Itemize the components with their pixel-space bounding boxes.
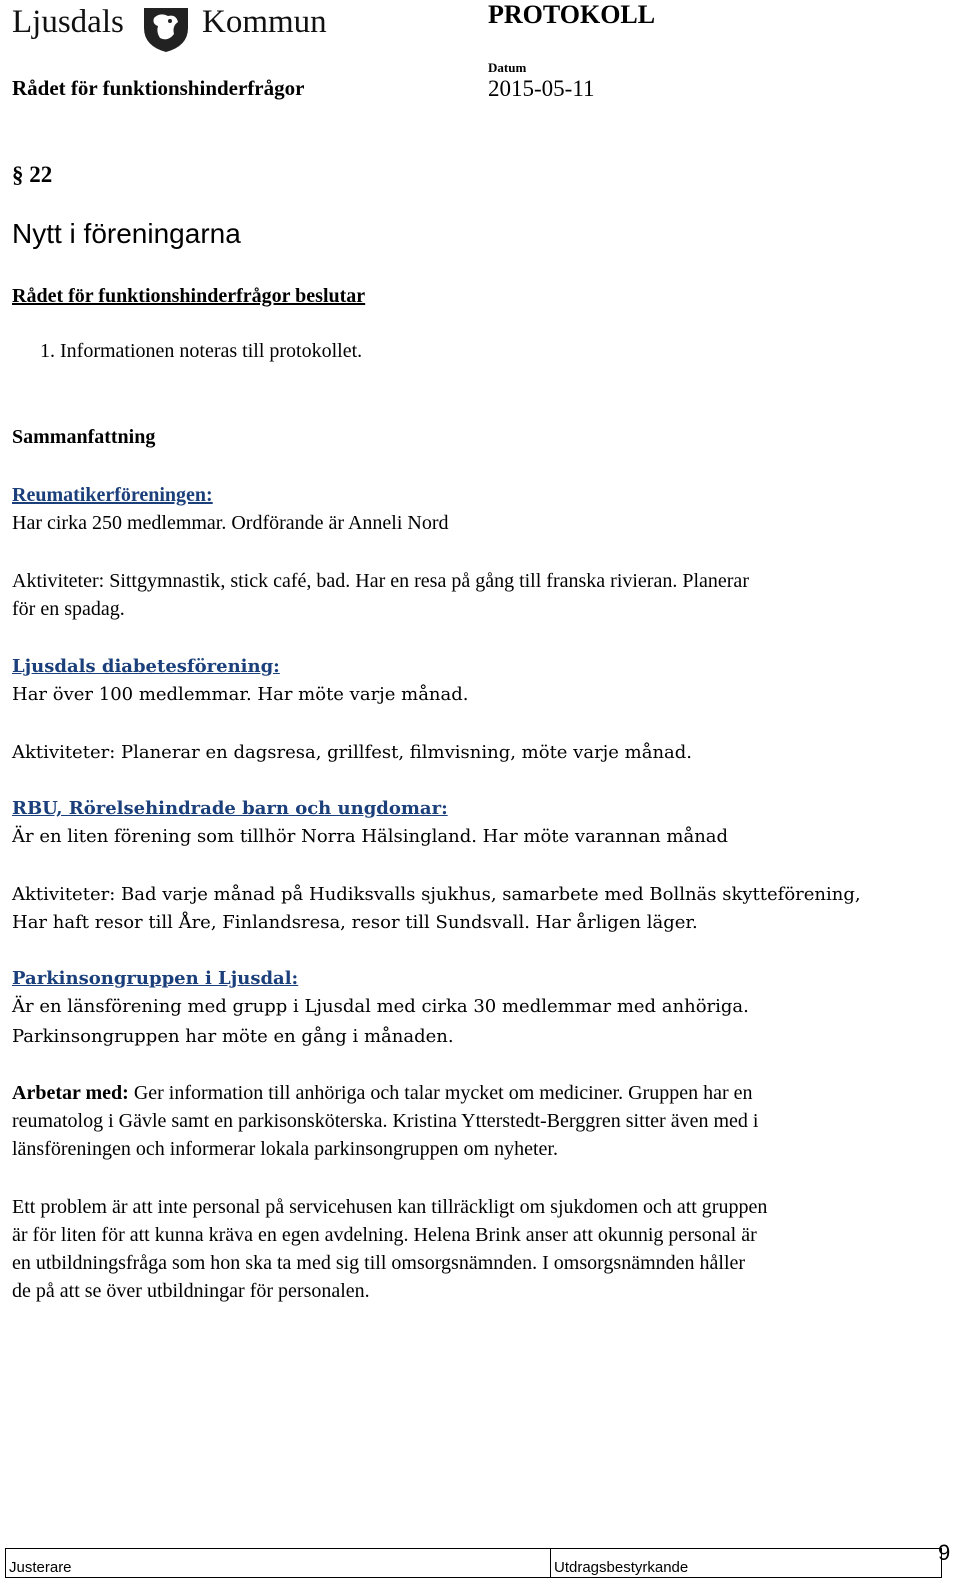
parkinson-heading: Parkinsongruppen i Ljusdal: [12, 968, 299, 989]
rbu-line-3: Har haft resor till Åre, Finlandsresa, resor till Sundsvall. Har årligen läger. [12, 912, 698, 933]
diabetes-line-2: Aktiviteter: Planerar en dagsresa, grillfest, filmvisning, möte varje månad. [12, 742, 693, 763]
work-text-1: Ger information till anhöriga och talar mycket om mediciner. Gruppen har en [128, 1082, 753, 1104]
decision-heading: Rådet för funktionshinderfrågor beslutar [12, 285, 366, 307]
parkinson-work-line-1 [12, 1082, 753, 1105]
logo-text-left: Ljusdals [12, 4, 124, 40]
organization-name: Rådet för funktionshinderfrågor [12, 76, 305, 100]
work-label: Arbetar med: [12, 1082, 129, 1104]
problem-line-1: Ett problem är att inte personal på servicehusen kan tillräckligt om sjukdomen och att gruppen [12, 1196, 768, 1218]
date-label: Datum [488, 60, 527, 75]
document-type: PROTOKOLL [488, 0, 656, 29]
rbu-line-2: Aktiviteter: Bad varje månad på Hudiksvalls sjukhus, samarbete med Bollnäs skytteförening, [12, 884, 861, 905]
summary-heading: Sammanfattning [12, 426, 156, 448]
meeting-date: 2015-05-11 [488, 76, 595, 101]
municipality-logo [12, 2, 342, 50]
signature-footer [5, 1548, 942, 1578]
problem-line-2: är för liten för att kunna kräva en egen avdelning. Helena Brink anser att okunnig personal är [12, 1224, 757, 1246]
parkinson-work-line-2: reumatolog i Gävle samt en parkisonsköterska. Kristina Ytterstedt-Berggren sitter även med i [12, 1110, 759, 1132]
page-number: 9 [938, 1540, 951, 1565]
justerare-label: Justerare [9, 1559, 72, 1576]
utdrag-cell [551, 1549, 941, 1577]
justerare-cell [6, 1549, 551, 1577]
reuma-heading: Reumatikerföreningen: [12, 484, 213, 506]
reuma-line-2: Aktiviteter: Sittgymnastik, stick café, bad. Har en resa på gång till franska rivieran. Planerar [12, 570, 749, 592]
diabetes-heading: Ljusdals diabetesförening: [12, 656, 280, 677]
section-title: Nytt i föreningarna [12, 218, 241, 249]
lion-shield-icon [136, 4, 196, 59]
problem-line-3: en utbildningsfråga som hon ska ta med sig till omsorgsnämnden. I omsorgsnämnden håller [12, 1252, 746, 1274]
logo-text-right: Kommun [202, 4, 327, 40]
problem-line-4: de på att se över utbildningar för personalen. [12, 1280, 370, 1302]
paragraph-number: § 22 [12, 162, 53, 187]
reuma-line-1: Har cirka 250 medlemmar. Ordförande är Anneli Nord [12, 512, 449, 534]
reuma-line-3: för en spadag. [12, 598, 125, 620]
rbu-line-1: Är en liten förening som tillhör Norra Hälsingland. Har möte varannan månad [12, 826, 729, 847]
parkinson-line-1: Är en länsförening med grupp i Ljusdal med cirka 30 medlemmar med anhöriga. [12, 996, 749, 1017]
rbu-heading: RBU, Rörelsehindrade barn och ungdomar: [12, 798, 448, 819]
decision-item: 1. Informationen noteras till protokollet. [40, 340, 363, 362]
utdrag-label: Utdragsbestyrkande [554, 1559, 689, 1576]
parkinson-work-line-3: länsföreningen och informerar lokala parkinsongruppen om nyheter. [12, 1138, 558, 1160]
diabetes-line-1: Har över 100 medlemmar. Har möte varje månad. [12, 684, 469, 705]
parkinson-line-2: Parkinsongruppen har möte en gång i månaden. [12, 1026, 454, 1047]
